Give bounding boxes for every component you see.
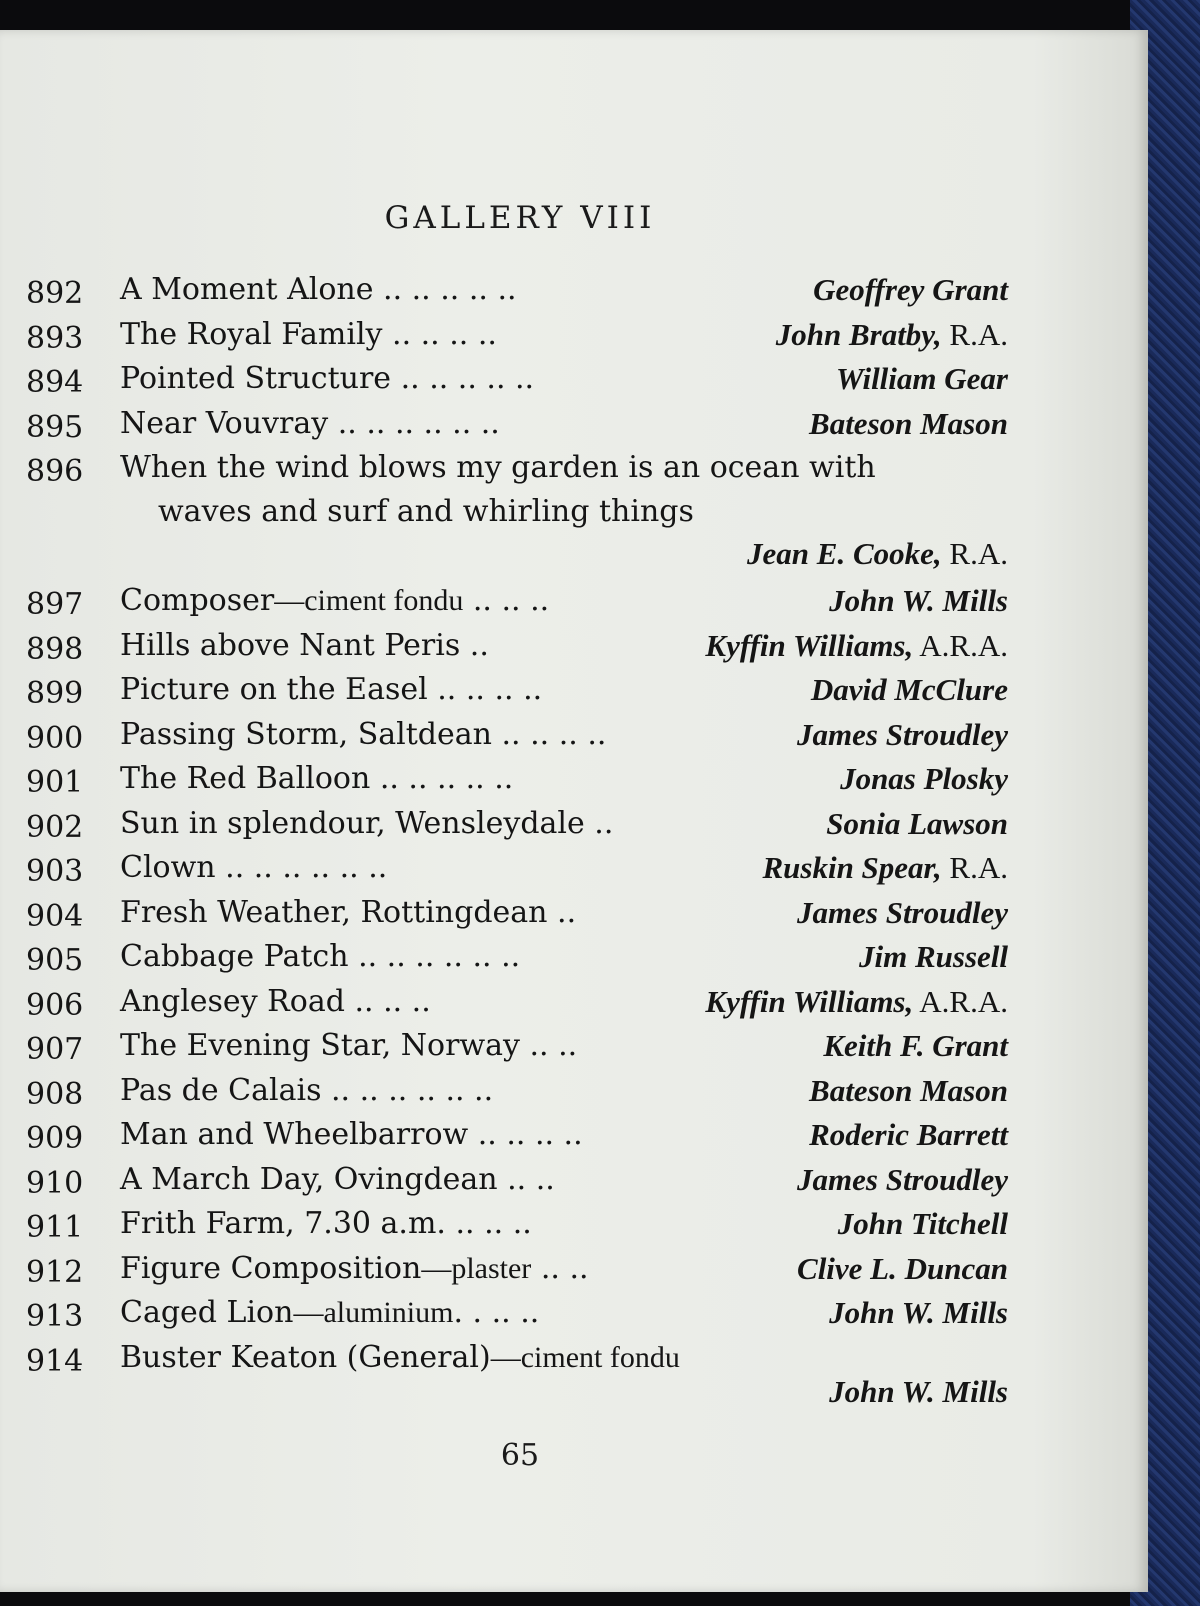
catalogue-entry (0, 624, 1148, 669)
catalogue-entry (0, 802, 1148, 847)
entry-leader: .. .. .. .. (382, 316, 497, 352)
entry-leader: .. .. .. .. .. .. (215, 850, 388, 885)
entry-leader: .. (460, 627, 489, 663)
entry-artist: Bateson Mason (809, 405, 1008, 441)
entry-artist: John Titchell (837, 1206, 1008, 1241)
entry-leader: .. .. .. (445, 1206, 532, 1241)
entry-title: Figure Composition (120, 1250, 422, 1286)
entry-artist: John W. Mills (829, 1373, 1008, 1409)
catalogue-entry (0, 1202, 1148, 1247)
catalogue-entry (0, 713, 1148, 758)
catalogue-entry (0, 1069, 1148, 1114)
entry-title: Near Vouvray (120, 405, 329, 441)
entry-leader: .. .. .. .. .. .. (328, 405, 500, 441)
catalogue-entry (0, 980, 1148, 1025)
page-heading: GALLERY VIII (384, 200, 656, 236)
catalogue-entry (0, 1024, 1148, 1069)
entry-artist: Kyffin Williams, A.R.A. (705, 983, 1008, 1019)
entry-title: A March Day, Ovingdean (120, 1161, 498, 1197)
catalogue-entry (0, 846, 1148, 891)
entry-number: 912 (26, 1254, 84, 1290)
entry-artist: William Gear (836, 361, 1008, 396)
entry-number: 902 (26, 809, 84, 845)
entry-number: 892 (26, 276, 84, 311)
entry-title: Man and Wheelbarrow (120, 1117, 469, 1152)
entry-title: Hills above Nant Peris (120, 627, 461, 663)
entry-artist: Clive L. Duncan (797, 1250, 1008, 1286)
entry-leader: .. (584, 805, 614, 841)
catalogue-entry (0, 668, 1148, 713)
entry-artist: Ruskin Spear, R.A. (762, 850, 1008, 885)
entry-title: Pas de Calais (120, 1072, 322, 1108)
entry-leader: .. .. .. .. (491, 716, 607, 752)
entry-number: 897 (26, 587, 84, 622)
entry-number: 907 (26, 1032, 84, 1067)
entry-leader: .. .. (531, 1250, 589, 1286)
entry-leader: .. (547, 894, 577, 930)
entry-medium: —ciment fondu (274, 584, 464, 617)
entry-number: 909 (26, 1121, 84, 1156)
entry-artist: Geoffrey Grant (813, 272, 1008, 307)
entry-title: Cabbage Patch (120, 939, 349, 974)
entry-leader: .. .. (497, 1161, 555, 1197)
catalogue-entry (0, 1247, 1148, 1292)
entry-title: Anglesey Road (120, 983, 345, 1019)
entry-leader: .. .. .. .. (468, 1117, 583, 1152)
entry-artist: Jonas Plosky (840, 761, 1008, 796)
entry-title: Frith Farm, 7.30 a.m. (120, 1206, 446, 1241)
entry-leader: .. .. (519, 1028, 578, 1063)
entry-leader: .. .. .. .. .. (391, 361, 535, 396)
entry-artist: Keith F. Grant (823, 1028, 1008, 1063)
catalogue-entry (0, 268, 1148, 313)
entry-artist: James Stroudley (797, 1161, 1008, 1197)
entry-artist: Sonia Lawson (826, 805, 1008, 841)
entry-title: The Evening Star, Norway (120, 1028, 520, 1063)
catalogue-entry (0, 891, 1148, 936)
entry-artist: James Stroudley (797, 716, 1008, 752)
entry-artist: John W. Mills (829, 1295, 1008, 1330)
entry-leader: .. .. .. .. .. (373, 272, 517, 307)
catalogue-entry (0, 1336, 1148, 1424)
entry-medium: —aluminium (293, 1296, 454, 1329)
entry-leader: .. .. .. .. .. .. (321, 1072, 494, 1108)
catalogue-entry (0, 1158, 1148, 1203)
entry-leader: .. .. .. (344, 983, 431, 1019)
entry-title: Pointed Structure (120, 361, 392, 396)
entry-leader: .. .. .. .. .. (370, 761, 514, 796)
catalogue-entry (0, 579, 1148, 624)
entry-artist: Roderic Barrett (809, 1117, 1008, 1152)
entry-number: 906 (26, 987, 84, 1023)
entry-leader: .. .. .. .. .. .. (348, 939, 521, 974)
entry-title: Buster Keaton (General) (120, 1339, 491, 1375)
entry-title: Passing Storm, Saltdean (120, 716, 492, 752)
entry-medium: —ciment fondu (490, 1340, 680, 1374)
catalogue-entry (0, 446, 1148, 579)
entry-number: 896 (26, 454, 84, 489)
entry-number: 908 (26, 1076, 84, 1112)
catalogue-entry (0, 313, 1148, 358)
entry-number: 900 (26, 720, 84, 756)
entry-number: 903 (26, 854, 84, 889)
catalogue-entry (0, 757, 1148, 802)
entry-number: 898 (26, 631, 84, 667)
entry-number: 913 (26, 1299, 84, 1334)
entry-artist: Jim Russell (858, 939, 1008, 974)
entry-title: The Red Balloon (120, 761, 371, 796)
entry-number: 904 (26, 898, 84, 934)
entry-artist: Kyffin Williams, A.R.A. (705, 627, 1008, 663)
catalogue-entry (0, 1291, 1148, 1336)
entry-number: 893 (26, 320, 84, 356)
entry-number: 901 (26, 765, 84, 800)
entry-leader: .. .. .. .. (427, 672, 543, 707)
page-number: 65 (500, 1438, 540, 1473)
entry-artist: Bateson Mason (809, 1072, 1008, 1108)
entry-title: Picture on the Easel (120, 672, 428, 707)
entry-medium: —plaster (421, 1251, 532, 1285)
entry-number: 910 (26, 1165, 84, 1201)
entry-number: 905 (26, 943, 84, 978)
entry-title: Caged Lion (120, 1295, 294, 1330)
entry-title: Fresh Weather, Rottingdean (120, 894, 548, 930)
entry-artist: John W. Mills (829, 583, 1008, 618)
entry-number: 894 (26, 365, 84, 400)
entry-title: The Royal Family (120, 316, 383, 352)
entry-artist: John Bratby, R.A. (775, 316, 1008, 352)
entry-title: Clown (120, 850, 216, 885)
entry-title-continued: waves and surf and whirling things (158, 494, 694, 529)
catalogue-page (0, 30, 1148, 1592)
entry-title: A Moment Alone (120, 272, 374, 307)
entry-title: Composer (120, 583, 275, 618)
entry-number: 895 (26, 409, 84, 445)
entry-number: 914 (26, 1343, 84, 1379)
entry-leader: .. .. .. (463, 583, 550, 618)
entry-artist: Jean E. Cooke, R.A. (747, 536, 1008, 571)
entry-title: When the wind blows my garden is an ocean with (120, 450, 876, 485)
catalogue-entry (0, 402, 1148, 447)
catalogue-entry (0, 935, 1148, 980)
entry-artist: James Stroudley (797, 894, 1008, 930)
entry-number: 911 (26, 1210, 84, 1245)
entry-leader: . . .. .. (453, 1295, 540, 1330)
entry-list (0, 268, 1148, 1424)
entry-number: 899 (26, 676, 84, 711)
catalogue-entry (0, 1113, 1148, 1158)
entry-title: Sun in splendour, Wensleydale (120, 805, 585, 841)
entry-artist: David McClure (810, 672, 1008, 707)
catalogue-entry (0, 357, 1148, 402)
